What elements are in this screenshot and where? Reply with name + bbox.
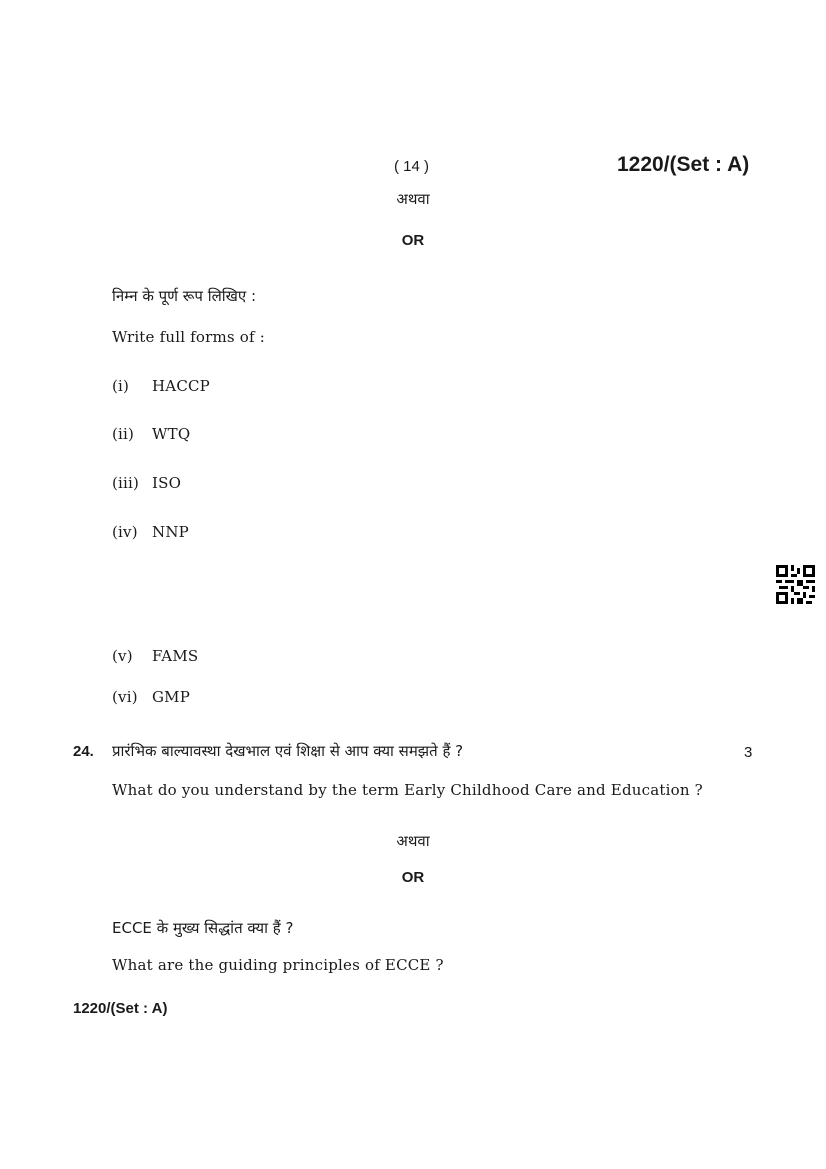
or-hindi: अथवा	[396, 190, 430, 208]
item-label: (i)	[112, 377, 130, 395]
item-label: (ii)	[112, 425, 135, 443]
item-text: HACCP	[152, 377, 210, 395]
header-set-code: 1220/(Set : A)	[617, 153, 750, 176]
item-text: GMP	[152, 688, 191, 706]
item-label: (vi)	[112, 688, 138, 706]
item-label: (iii)	[112, 474, 140, 492]
q23-alt-hindi-prompt: निम्न के पूर्ण रूप लिखिए :	[112, 287, 257, 305]
q24-alt-hindi: ECCE के मुख्य सिद्धांत क्या हैं ?	[112, 919, 294, 937]
list-item	[112, 425, 190, 443]
list-item	[112, 523, 189, 541]
item-label: (iv)	[112, 523, 138, 541]
list-item	[112, 377, 210, 395]
item-text: ISO	[152, 474, 182, 492]
q24-english: What do you understand by the term Early Childhood Care and Education ?	[112, 781, 703, 799]
q24-hindi: प्रारंभिक बाल्यावस्था देखभाल एवं शिक्षा से आप क्या समझते हैं ?	[112, 742, 464, 760]
qr-code-icon	[776, 565, 815, 604]
item-text: WTQ	[152, 425, 191, 443]
list-item	[112, 688, 190, 706]
item-label: (v)	[112, 647, 133, 665]
page-number: ( 14 )	[394, 158, 430, 175]
q23-alt-english-prompt: Write full forms of :	[112, 328, 266, 346]
or-english: OR	[401, 232, 425, 249]
footer-set-code: 1220/(Set : A)	[73, 1000, 168, 1017]
or-english: OR	[401, 869, 425, 886]
q24-alt-english: What are the guiding principles of ECCE ?	[112, 956, 444, 974]
item-text: NNP	[152, 523, 189, 541]
list-item	[112, 647, 198, 665]
q24-marks: 3	[744, 744, 753, 761]
or-hindi: अथवा	[396, 832, 430, 850]
list-item	[112, 474, 181, 492]
item-text: FAMS	[152, 647, 199, 665]
question-number: 24.	[73, 743, 94, 760]
